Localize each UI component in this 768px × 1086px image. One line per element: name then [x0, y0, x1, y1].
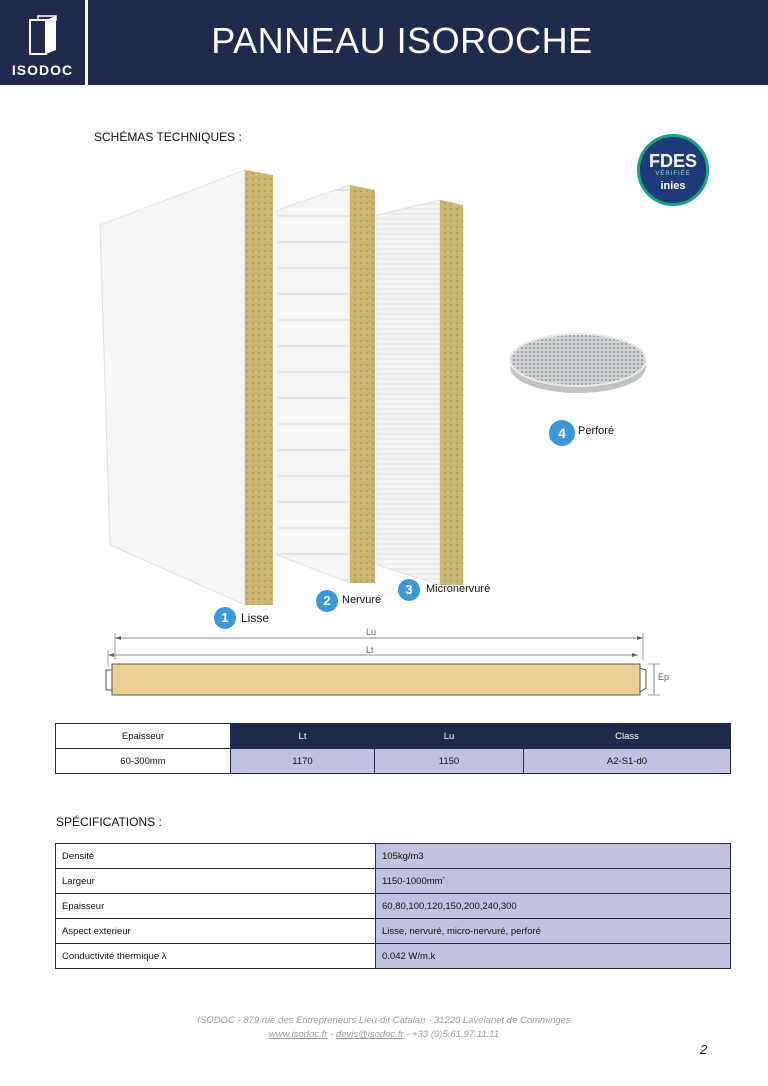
email-link[interactable]: devis@isodoc.fr [335, 1029, 404, 1040]
spec-value: 1150-1000mm´ [376, 869, 731, 894]
door-icon [28, 14, 58, 56]
variant-2-badge: 2 [316, 590, 338, 612]
spec-key: Conductivité thermique λ [56, 944, 376, 969]
spec-key: Densité [56, 844, 376, 869]
footer-phone: - +33 (0)5.61.97.11.11 [403, 1029, 500, 1040]
variant-4-label: Perforé [578, 425, 615, 437]
fdes-main-text: FDES [648, 151, 697, 171]
schemas-heading: SCHÉMAS TECHNIQUES : [94, 130, 242, 144]
panel-nervure [277, 185, 375, 583]
header-epaisseur: Epaisseur [56, 724, 231, 749]
cell-epaisseur: 60-300mm [56, 749, 231, 774]
panels-illustration [95, 165, 495, 615]
lu-label: Lu [366, 627, 377, 637]
spec-key: Aspect exterieur [56, 919, 376, 944]
dimensions-table [55, 723, 731, 774]
spec-key: Largeur [56, 869, 376, 894]
footer-contact [0, 1029, 768, 1040]
panel-lisse [100, 170, 273, 605]
fdes-brand-text: inies [660, 180, 686, 192]
header-lu: Lu [375, 724, 524, 749]
footer-address: ISODOC - 879 rue des Entrepreneurs Lieu-dit Catalan - 31220 Lavelanet de Comminges [197, 1015, 571, 1026]
spec-value: Lisse, nervuré, micro-nervuré, perforé [376, 919, 731, 944]
variant-1-badge: 1 [214, 607, 236, 629]
specs-heading: SPÉCIFICATIONS : [56, 815, 162, 829]
website-link[interactable]: www.isodoc.fr [268, 1029, 328, 1040]
perforated-disc-illustration [508, 330, 648, 395]
variant-3-badge: 3 [398, 579, 420, 601]
ep-label: Ep [658, 672, 670, 682]
footer-separator: - [327, 1029, 336, 1040]
table-row [56, 869, 731, 894]
table-row [56, 749, 731, 774]
lt-label: Lt [366, 645, 374, 655]
cell-lt: 1170 [231, 749, 375, 774]
spec-value: 105kg/m3 [376, 844, 731, 869]
cell-lu: 1150 [375, 749, 524, 774]
spec-value: 0.042 W/m.k [376, 944, 731, 969]
fdes-sub-text: VÉRIFIÉE [655, 171, 691, 177]
variant-4-badge: 4 [549, 420, 575, 446]
variant-2-label: Nervuré [342, 594, 382, 606]
header-lt: Lt [231, 724, 375, 749]
table-row [56, 844, 731, 869]
table-row [56, 919, 731, 944]
cell-class: A2-S1-d0 [524, 749, 731, 774]
logo [0, 0, 88, 85]
page-title: PANNEAU ISOROCHE [211, 20, 593, 61]
table-row [56, 944, 731, 969]
table-row [56, 894, 731, 919]
page-number: 2 [700, 1042, 708, 1057]
spec-value: 60,80,100,120,150,200,240,300 [376, 894, 731, 919]
panel-micronervure [377, 200, 463, 585]
spec-key: Epaisseur [56, 894, 376, 919]
specs-table [55, 843, 731, 969]
table-header-row [56, 724, 731, 749]
fdes-badge [637, 134, 709, 206]
header-class: Class [524, 724, 731, 749]
variant-1-label: Lisse [241, 611, 270, 625]
page-header [0, 0, 768, 85]
variant-3-label: Micronervuré [426, 583, 491, 595]
logo-text: ISODOC [11, 62, 74, 78]
cross-section-diagram [98, 626, 678, 706]
